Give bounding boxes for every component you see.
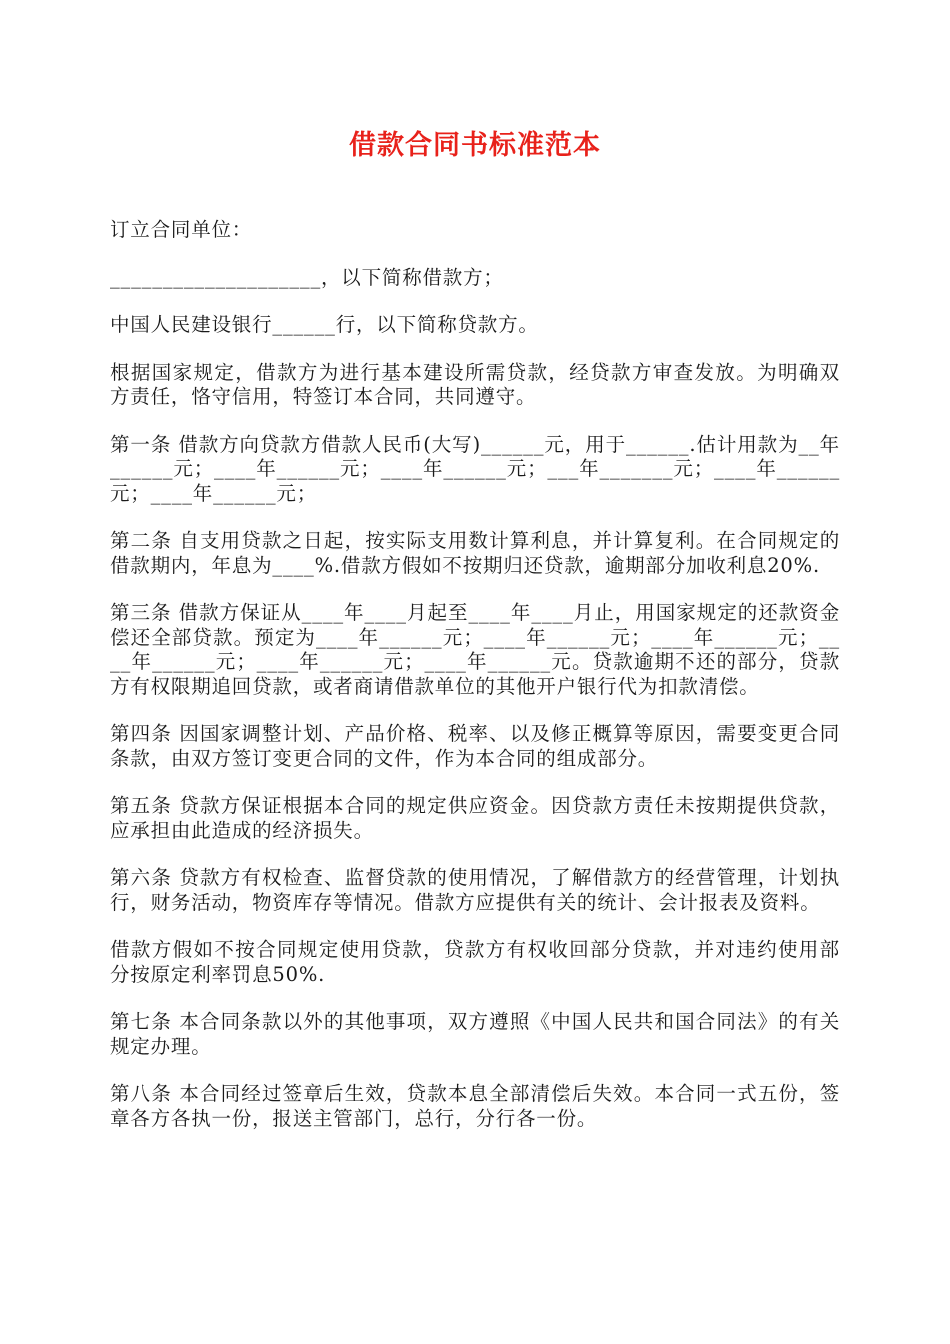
paragraph-borrower: ____________________，以下简称借款方； bbox=[110, 265, 504, 289]
paragraph-article-4: 第四条 因国家调整计划、产品价格、税率、以及修正概算等原因，需要变更合同条款，由双方签订变更合同的文件，作为本合同的组成部分。 bbox=[110, 722, 840, 770]
paragraph-article-7: 第七条 本合同条款以外的其他事项，双方遵照《中国人民共和国合同法》的有关规定办理。 bbox=[110, 1010, 840, 1058]
paragraph-parties-heading: 订立合同单位： bbox=[110, 218, 253, 241]
paragraph-article-1: 第一条 借款方向贷款方借款人民币(大写)______元，用于______.估计用款为__年______元；____年______元；____年______元；___年_______元；____年______元；____年______元； bbox=[110, 432, 840, 505]
paragraph-article-5: 第五条 贷款方保证根据本合同的规定供应资金。因贷款方责任未按期提供贷款，应承担由此造成的经济损失。 bbox=[110, 794, 840, 842]
document-body bbox=[110, 218, 840, 1154]
paragraph-article-6-penalty: 借款方假如不按合同规定使用贷款，贷款方有权收回部分贷款，并对违约使用部分按原定利率罚息50%. bbox=[110, 938, 840, 986]
paragraph-article-8: 第八条 本合同经过签章后生效，贷款本息全部清偿后失效。本合同一式五份，签章各方各执一份，报送主管部门，总行，分行各一份。 bbox=[110, 1082, 840, 1130]
paragraph-article-6: 第六条 贷款方有权检查、监督贷款的使用情况，了解借款方的经营管理，计划执行，财务活动，物资库存等情况。借款方应提供有关的统计、会计报表及资料。 bbox=[110, 866, 840, 914]
paragraph-preamble: 根据国家规定，借款方为进行基本建设所需贷款，经贷款方审查发放。为明确双方责任，恪守信用，特签订本合同，共同遵守。 bbox=[110, 360, 840, 408]
document-title: 借款合同书标准范本 bbox=[349, 130, 601, 161]
paragraph-lender: 中国人民建设银行______行，以下简称贷款方。 bbox=[110, 313, 539, 336]
paragraph-article-2: 第二条 自支用贷款之日起，按实际支用数计算利息，并计算复利。在合同规定的借款期内，年息为____%.借款方假如不按期归还贷款，逾期部分加收利息20%. bbox=[110, 529, 840, 577]
paragraph-article-3: 第三条 借款方保证从____年____月起至____年____月止，用国家规定的还款资金偿还全部贷款。预定为____年______元；____年______元；____年______元；____年______元；____年______元；____年______元。贷款逾期不还的部分，贷款方有权限期追回贷款，或者商请借款单位的其他开户银行代为扣款清偿。 bbox=[110, 601, 840, 698]
